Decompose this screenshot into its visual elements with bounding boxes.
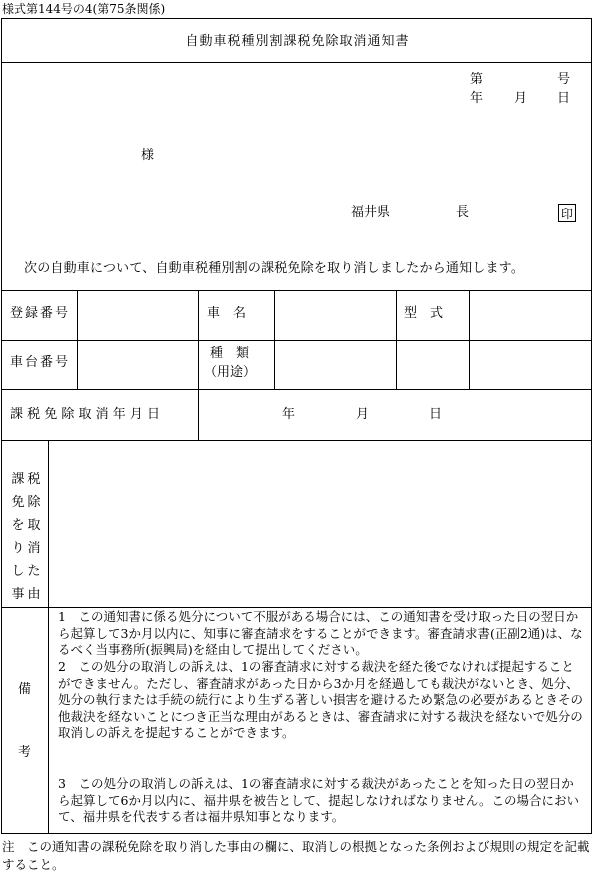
divider — [2, 607, 591, 608]
cancel-date-label: 課 税 免 除 取 消 年 月 日 — [10, 407, 161, 422]
cancel-date-year: 年 — [282, 407, 296, 422]
cancel-date-day: 日 — [429, 407, 443, 422]
issuer-title: 長 — [456, 205, 470, 220]
form-title: 自動車税種別割課税免除取消通知書 — [185, 34, 410, 49]
remarks-label-bottom: 考 — [18, 745, 32, 760]
divider — [2, 62, 591, 63]
addressee-suffix: 様 — [141, 148, 155, 163]
divider — [2, 290, 591, 291]
date-day-label: 日 — [557, 91, 571, 106]
issuer-name: 福井県 — [351, 205, 391, 220]
type-usage-label: （用途） — [204, 365, 257, 380]
form-frame — [1, 18, 592, 834]
divider — [198, 389, 199, 440]
cancel-date-month: 月 — [356, 407, 370, 422]
chassis-number-label: 車台番号 — [10, 355, 71, 370]
divider — [2, 440, 591, 441]
date-month-label: 月 — [514, 91, 528, 106]
car-name-label: 車 名 — [207, 306, 247, 321]
date-year-label: 年 — [470, 91, 484, 106]
divider — [48, 440, 49, 833]
divider — [2, 389, 591, 390]
divider — [396, 290, 397, 389]
model-label: 型 式 — [404, 306, 444, 321]
registration-number-label: 登録番号 — [10, 306, 71, 321]
divider — [274, 290, 275, 389]
seal-stamp: 印 — [558, 204, 576, 222]
form-id: 様式第144号の4(第75条関係) — [2, 2, 166, 16]
divider — [198, 290, 199, 389]
footnote: 注 この通知書の課税免除を取り消した事由の欄に、取消しの根拠となった条例および規則の規定を記載すること。 — [2, 839, 590, 872]
divider — [77, 290, 78, 389]
note-item-3: 3 この処分の取消しの訴えは、1の審査請求に対する裁決があったことを知った日の翌日から起算して6か月以内に、福井県を被告として、提起しなければなりません。この場合において、福井県を代表する者は福井県知事となります。 — [58, 776, 579, 825]
doc-number-prefix: 第 — [470, 72, 484, 87]
reason-label-col1: 課免をりし事 — [11, 472, 25, 602]
type-label: 種 類 — [210, 346, 250, 361]
divider — [2, 340, 591, 341]
reason-label-col2: 税除取消た由 — [27, 472, 41, 602]
divider — [469, 290, 470, 389]
intro-text: 次の自動車について、自動車税種別割の課税免除を取り消しましたから通知します。 — [24, 261, 525, 276]
doc-number-suffix: 号 — [557, 72, 571, 87]
note-item-1: 1 この通知書に係る処分について不服がある場合には、この通知書を受け取った日の翌日から起算して3か月以内に、知事に審査請求をすることができます。審査請求書(正副2通)は、なるべく当事務所(振興局)を経由して提出してください。 — [58, 609, 583, 658]
remarks-label-top: 備 — [18, 682, 32, 697]
note-item-2: 2 この処分の取消しの訴えは、1の審査請求に対する裁決を経た後でなければ提起することができません。ただし、審査請求があった日から3か月を経過しても裁決がないとき、処分、処分の執行または手続の続行により生ずる著しい損害を避けるため緊急の必要があるときその他裁決を経ないことにつき正当な理由があるときは、審査請求に対する裁決を経ないで処分の取消しの訴えを提起することができます。 — [58, 659, 584, 741]
